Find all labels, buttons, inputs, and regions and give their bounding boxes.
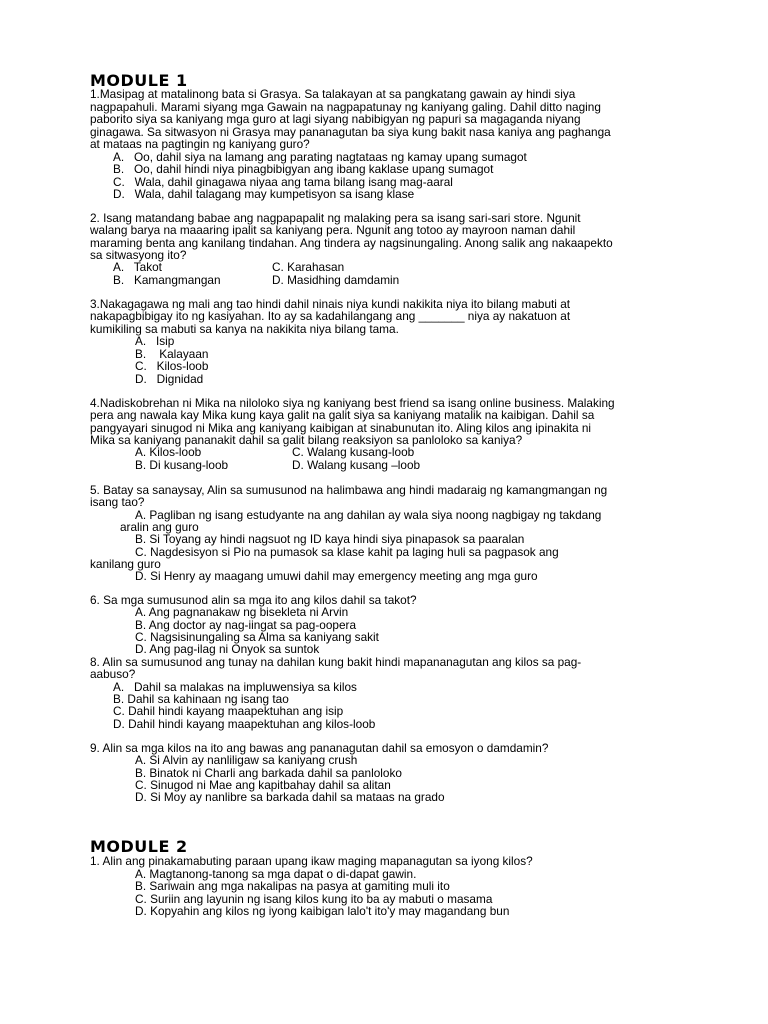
q3-option: A. Isip xyxy=(135,334,175,348)
q4-stem-line: pangyayari sinugod ni Mika ang kaniyang kaibigan at sinabunutan ito. Aling kilos ang ipinakita ni xyxy=(90,421,592,435)
q8-option: B. Dahil sa kahinaan ng isang tao xyxy=(113,692,289,706)
q3-stem-line: kumikiling sa mabuti sa kanya na nakikita niya bilang tama. xyxy=(90,322,399,336)
q4-stem-line: pera ang nawala kay Mika kung kaya galit na galit siya sa kaniyang matalik na kaibigan. Dahil sa xyxy=(90,408,595,422)
q5-option-line: C. Nagdesisyon si Pio na pumasok sa klase kahit pa laging huli sa pagpasok ang xyxy=(135,545,559,559)
q2-option-c: C. Karahasan xyxy=(272,260,345,274)
q1-stem-line: 1.Masipag at matalinong bata si Grasya. Sa talakayan at sa pangkatang gawain ay hindi siya xyxy=(90,87,576,101)
q6-option: B. Ang doctor ay nag-iingat sa pag-oopera xyxy=(135,618,357,632)
q1-option: D. Wala, dahil talagang may kumpetisyon sa isang klase xyxy=(113,187,415,201)
q3-option: C. Kilos-loob xyxy=(135,359,209,373)
q4-option-a: A. Kilos-loob xyxy=(135,445,202,459)
q1-stem-line: paborito siya sa kaniyang mga guro at lagi siyang nabibigyan ng papuri sa magaganda niyang xyxy=(90,112,581,126)
q9-option: A. Si Alvin ay nanliligaw sa kaniyang crush xyxy=(135,753,358,767)
q3-option: D. Dignidad xyxy=(135,372,204,386)
q2-stem-line: maraming benta ang kanilang tindahan. Ang tindera ay nagsinungaling. Anong salik ang nakaapekto xyxy=(90,236,613,250)
q6-option: A. Ang pagnanakaw ng bisekleta ni Arvin xyxy=(135,605,349,619)
q5-option-line: kanilang guro xyxy=(90,557,161,571)
q5-option-line: B. Si Toyang ay hindi nagsuot ng ID kaya hindi siya pinapasok sa paaralan xyxy=(135,532,525,546)
m2-q1-option: B. Sariwain ang mga nakalipas na pasya at gamiting muli ito xyxy=(135,879,450,893)
m2-q1-option: A. Magtanong-tanong sa mga dapat o di-dapat gawin. xyxy=(135,867,417,881)
m2-q1-option: C. Suriin ang layunin ng isang kilos kung ito ba ay mabuti o masama xyxy=(135,892,493,906)
q5-stem-line: isang tao? xyxy=(90,495,145,509)
q1-stem-line: nagpapahuli. Marami siyang mga Gawain na nagpapatunay ng kaniyang galing. Dahil ditto naging xyxy=(90,100,601,114)
q6-stem: 6. Sa mga sumusunod alin sa mga ito ang kilos dahil sa takot? xyxy=(90,593,417,607)
q8-option: A. Dahil sa malakas na impluwensiya sa kilos xyxy=(113,680,357,694)
q5-option-line: A. Pagliban ng isang estudyante na ang dahilan ay wala siya noong nagbigay ng takdang xyxy=(135,508,602,522)
q2-option-a: A. Takot xyxy=(113,260,162,274)
q2-option-d: D. Masidhing damdamin xyxy=(272,273,400,287)
q2-stem-line: 2. Isang matandang babae ang nagpapapalit ng malaking pera sa isang sari-sari store. Ngunit xyxy=(90,211,581,225)
q4-stem-line: Mika sa kaniyang pananakit dahil sa galit bilang reaksiyon sa panloloko sa kaniya? xyxy=(90,433,523,447)
q4-option-b: B. Di kusang-loob xyxy=(135,458,229,472)
q3-option: B. Kalayaan xyxy=(135,347,209,361)
q4-stem-line: 4.Nadiskobrehan ni Mika na niloloko siya ng kaniyang best friend sa isang online business. Malaking xyxy=(90,396,615,410)
q1-stem-line: ginagawa. Sa sitwasyon ni Grasya may pananagutan ba siya kung bakit nasa kaniya ang paghanga xyxy=(90,125,611,139)
module-1-title: MODULE 1 xyxy=(90,71,188,90)
q2-option-b: B. Kamangmangan xyxy=(113,273,221,287)
q3-stem-line: nakapagbibigay ito ng kasiyahan. Ito ay sa kadahilangang ang _______ niya ay nakatuon at xyxy=(90,309,571,323)
q8-stem-line: 8. Alin sa sumusunod ang tunay na dahilan kung bakit hindi mapananagutan ang kilos sa pag- xyxy=(90,655,582,669)
q1-option: A. Oo, dahil siya na lamang ang parating nagtataas ng kamay upang sumagot xyxy=(113,150,527,164)
q6-option: D. Ang pag-ilag ni Onyok sa suntok xyxy=(135,642,320,656)
q4-option-c: C. Walang kusang-loob xyxy=(292,445,415,459)
q9-option: D. Si Moy ay nanlibre sa barkada dahil sa mataas na grado xyxy=(135,790,445,804)
q1-option: C. Wala, dahil ginagawa niyaa ang tama bilang isang mag-aaral xyxy=(113,175,453,189)
q8-stem-line: aabuso? xyxy=(90,667,136,681)
q5-stem-line: 5. Batay sa sanaysay, Alin sa sumusunod na halimbawa ang hindi madaraig ng kamangmangan ng xyxy=(90,483,608,497)
q1-stem-line: at mataas na pagtingin ng kaniyang guro? xyxy=(90,137,310,151)
q2-stem-line: sa sitwasyong ito? xyxy=(90,248,187,262)
q8-option: D. Dahil hindi kayang maapektuhan ang kilos-loob xyxy=(113,717,376,731)
module-2-title: MODULE 2 xyxy=(90,837,188,856)
m2-q1-stem: 1. Alin ang pinakamabuting paraan upang ikaw maging mapanagutan sa iyong kilos? xyxy=(90,854,533,868)
q9-stem: 9. Alin sa mga kilos na ito ang bawas ang pananagutan dahil sa emosyon o damdamin? xyxy=(90,741,549,755)
q4-option-d: D. Walang kusang –loob xyxy=(292,458,421,472)
q8-option: C. Dahil hindi kayang maapektuhan ang isip xyxy=(113,704,344,718)
q5-option-line: D. Si Henry ay maagang umuwi dahil may emergency meeting ang mga guro xyxy=(135,569,538,583)
q6-option: C. Nagsisinungaling sa Alma sa kaniyang sakit xyxy=(135,630,379,644)
q1-option: B. Oo, dahil hindi niya pinagbibigyan ang ibang kaklase upang sumagot xyxy=(113,162,494,176)
q2-stem-line: walang barya na maaaring ipalit sa kaniyang pera. Ngunit ang totoo ay mayroon naman dahil xyxy=(90,223,576,237)
q3-stem-line: 3.Nakagagawa ng mali ang tao hindi dahil ninais niya kundi nakikita niya ito bilang mabuti at xyxy=(90,297,571,311)
q9-option: B. Binatok ni Charli ang barkada dahil sa panloloko xyxy=(135,766,402,780)
q5-option-line: aralin ang guro xyxy=(120,520,199,534)
q9-option: C. Sinugod ni Mae ang kapitbahay dahil sa alitan xyxy=(135,778,391,792)
m2-q1-option: D. Kopyahin ang kilos ng iyong kaibigan lalo't ito'y may magandang bun xyxy=(135,904,510,918)
